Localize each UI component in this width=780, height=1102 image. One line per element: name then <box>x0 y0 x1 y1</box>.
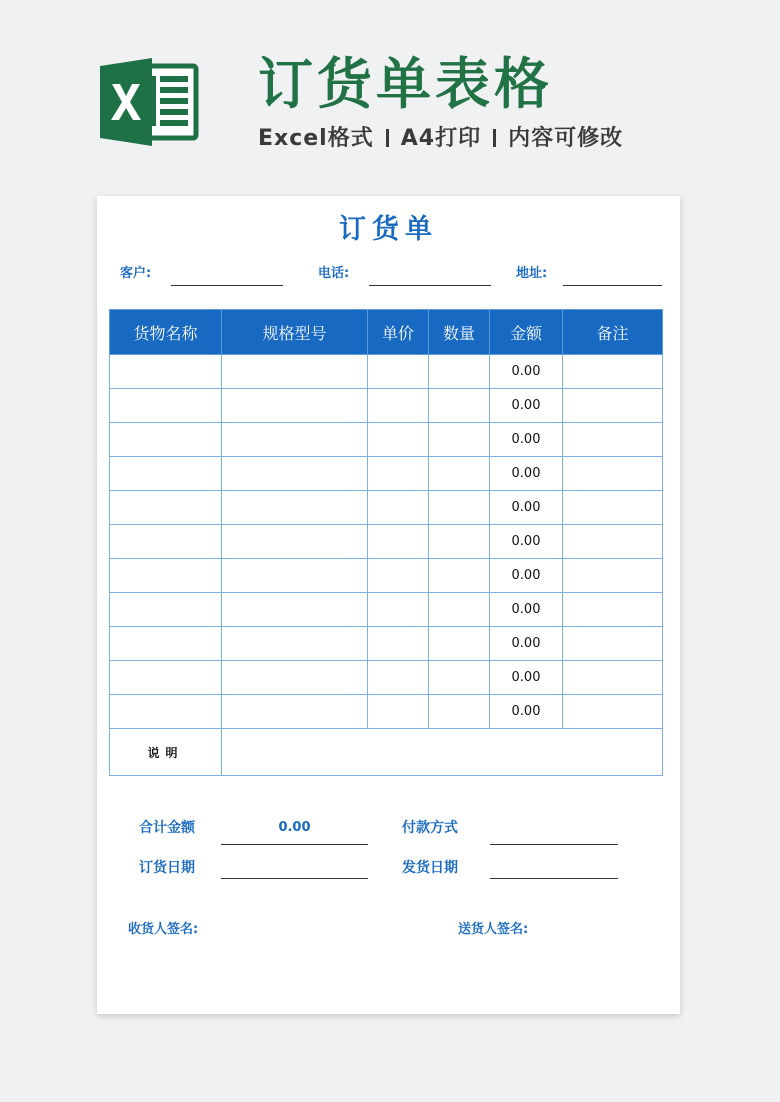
separator <box>386 129 389 147</box>
table-row <box>110 627 663 661</box>
cell-spec[interactable] <box>222 423 368 457</box>
cell-remarks[interactable] <box>563 627 663 661</box>
cell-unit-price[interactable] <box>368 559 429 593</box>
cell-quantity[interactable] <box>429 457 490 491</box>
column-header-quantity: 数量 <box>429 310 490 355</box>
cell-name[interactable] <box>110 525 222 559</box>
page-title: 订货单表格 <box>258 52 554 116</box>
cell-spec[interactable] <box>222 627 368 661</box>
cell-remarks[interactable] <box>563 389 663 423</box>
cell-unit-price[interactable] <box>368 355 429 389</box>
cell-amount[interactable]: 0.00 <box>490 355 563 389</box>
cell-remarks[interactable] <box>563 559 663 593</box>
order-form-paper <box>97 196 680 1014</box>
note-row <box>110 729 663 776</box>
cell-remarks[interactable] <box>563 661 663 695</box>
cell-spec[interactable] <box>222 457 368 491</box>
order-date-field[interactable] <box>221 878 368 879</box>
cell-unit-price[interactable] <box>368 695 429 729</box>
separator <box>493 129 496 147</box>
phone-field[interactable] <box>369 285 491 286</box>
cell-unit-price[interactable] <box>368 661 429 695</box>
ship-date-field[interactable] <box>490 878 618 879</box>
cell-spec[interactable] <box>222 355 368 389</box>
cell-name[interactable] <box>110 491 222 525</box>
cell-name[interactable] <box>110 389 222 423</box>
cell-name[interactable] <box>110 355 222 389</box>
cell-remarks[interactable] <box>563 525 663 559</box>
subtitle-print: A4打印 <box>400 126 482 151</box>
cell-unit-price[interactable] <box>368 389 429 423</box>
cell-remarks[interactable] <box>563 695 663 729</box>
address-label: 地址: <box>516 266 548 281</box>
cell-amount[interactable]: 0.00 <box>490 525 563 559</box>
cell-spec[interactable] <box>222 491 368 525</box>
table-row <box>110 423 663 457</box>
order-date-label: 订货日期 <box>139 860 195 876</box>
cell-unit-price[interactable] <box>368 525 429 559</box>
column-header-name: 货物名称 <box>110 310 222 355</box>
cell-remarks[interactable] <box>563 355 663 389</box>
note-field[interactable] <box>222 729 663 776</box>
cell-spec[interactable] <box>222 389 368 423</box>
cell-quantity[interactable] <box>429 491 490 525</box>
excel-icon <box>100 56 200 148</box>
cell-unit-price[interactable] <box>368 457 429 491</box>
table-row <box>110 491 663 525</box>
table-body <box>110 355 663 776</box>
cell-amount[interactable]: 0.00 <box>490 559 563 593</box>
cell-remarks[interactable] <box>563 457 663 491</box>
column-header-remarks: 备注 <box>563 310 663 355</box>
cell-quantity[interactable] <box>429 661 490 695</box>
column-header-amount: 金额 <box>490 310 563 355</box>
cell-quantity[interactable] <box>429 695 490 729</box>
ship-date-label: 发货日期 <box>402 860 458 876</box>
table-row <box>110 593 663 627</box>
cell-amount[interactable]: 0.00 <box>490 661 563 695</box>
cell-quantity[interactable] <box>429 423 490 457</box>
order-table <box>109 309 663 776</box>
phone-label: 电话: <box>318 266 350 281</box>
cell-amount[interactable]: 0.00 <box>490 423 563 457</box>
cell-spec[interactable] <box>222 525 368 559</box>
total-label: 合计金额 <box>139 820 195 836</box>
cell-spec[interactable] <box>222 559 368 593</box>
cell-spec[interactable] <box>222 661 368 695</box>
cell-quantity[interactable] <box>429 559 490 593</box>
cell-name[interactable] <box>110 661 222 695</box>
total-field-line[interactable] <box>221 844 368 845</box>
cell-amount[interactable]: 0.00 <box>490 593 563 627</box>
column-header-spec: 规格型号 <box>222 310 368 355</box>
cell-amount[interactable]: 0.00 <box>490 457 563 491</box>
payment-method-label: 付款方式 <box>402 820 458 836</box>
cell-quantity[interactable] <box>429 593 490 627</box>
table-row <box>110 559 663 593</box>
table-row <box>110 695 663 729</box>
customer-label: 客户: <box>120 266 152 281</box>
page-subtitle <box>258 124 623 154</box>
cell-unit-price[interactable] <box>368 423 429 457</box>
table-row <box>110 355 663 389</box>
sender-signature-label: 送货人签名: <box>458 922 529 937</box>
cell-amount[interactable]: 0.00 <box>490 627 563 661</box>
total-value: 0.00 <box>278 820 311 835</box>
cell-name[interactable] <box>110 627 222 661</box>
cell-quantity[interactable] <box>429 525 490 559</box>
table-row <box>110 457 663 491</box>
cell-remarks[interactable] <box>563 491 663 525</box>
document-title: 订货单 <box>339 214 438 245</box>
cell-name[interactable] <box>110 593 222 627</box>
cell-amount[interactable]: 0.00 <box>490 491 563 525</box>
note-label: 说明 <box>110 729 222 776</box>
receiver-signature-label: 收货人签名: <box>128 922 199 937</box>
cell-unit-price[interactable] <box>368 491 429 525</box>
cell-unit-price[interactable] <box>368 627 429 661</box>
cell-name[interactable] <box>110 423 222 457</box>
address-field[interactable] <box>563 285 662 286</box>
cell-quantity[interactable] <box>429 389 490 423</box>
cell-name[interactable] <box>110 695 222 729</box>
cell-name[interactable] <box>110 457 222 491</box>
cell-quantity[interactable] <box>429 627 490 661</box>
cell-spec[interactable] <box>222 695 368 729</box>
table-row <box>110 389 663 423</box>
payment-method-field[interactable] <box>490 844 618 845</box>
cell-remarks[interactable] <box>563 593 663 627</box>
table-row <box>110 525 663 559</box>
table-header-row <box>110 310 663 355</box>
subtitle-editable: 内容可修改 <box>508 126 624 151</box>
cell-amount[interactable]: 0.00 <box>490 389 563 423</box>
cell-amount[interactable]: 0.00 <box>490 695 563 729</box>
column-header-unit-price: 单价 <box>368 310 429 355</box>
cell-quantity[interactable] <box>429 355 490 389</box>
table-row <box>110 661 663 695</box>
cell-spec[interactable] <box>222 593 368 627</box>
cell-unit-price[interactable] <box>368 593 429 627</box>
subtitle-format: Excel格式 <box>258 126 374 151</box>
cell-remarks[interactable] <box>563 423 663 457</box>
customer-field[interactable] <box>171 285 283 286</box>
cell-name[interactable] <box>110 559 222 593</box>
